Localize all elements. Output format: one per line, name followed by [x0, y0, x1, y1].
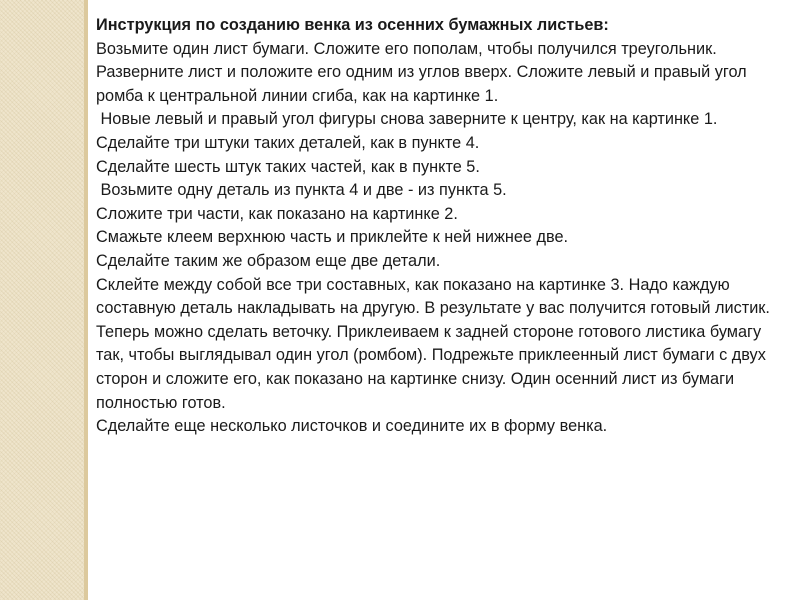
instruction-paragraph-11: Сделайте еще несколько листочков и соедините их в форму венка. — [96, 417, 608, 436]
instruction-paragraph-1: Возьмите один лист бумаги. Сложите его пополам, чтобы получился треугольник. Разверните лист и положите его одним из углов вверх. Сложите левый и правый угол ромба к центральной линии сгиба, как на картинке 1. — [96, 39, 747, 105]
instruction-text-box — [96, 14, 786, 439]
decorative-left-border — [0, 0, 88, 600]
instruction-paragraph-7: Смажьте клеем верхнюю часть и приклейте к ней нижнее две. — [96, 228, 569, 247]
instruction-paragraph-2: Новые левый и правый угол фигуры снова заверните к центру, как на картинке 1. — [96, 110, 718, 129]
instruction-paragraph-5: Возьмите одну деталь из пункта 4 и две - из пункта 5. — [96, 181, 507, 200]
instruction-paragraph-9: Склейте между собой все три составных, как показано на картинке 3. Надо каждую составную деталь накладывать на другую. В результате у вас получится готовый листик. — [96, 275, 770, 318]
decorative-border-edge — [84, 0, 88, 600]
instruction-title: Инструкция по созданию венка из осенних бумажных листьев: — [96, 16, 609, 34]
instruction-paragraph-8: Сделайте таким же образом еще две детали. — [96, 251, 441, 270]
instruction-paragraph-3: Сделайте три штуки таких деталей, как в пункте 4. — [96, 133, 480, 152]
instruction-paragraph-10: Теперь можно сделать веточку. Приклеиваем к задней стороне готового листика бумагу так, чтобы выглядывал один угол (ромбом). Подрежьте приклеенный лист бумаги с двух сторон и сложите его, как показано на картинке снизу. Один осенний лист из бумаги полностью готов. — [96, 322, 766, 412]
instruction-paragraph-4: Сделайте шесть штук таких частей, как в пункте 5. — [96, 157, 480, 176]
instruction-paragraph-6: Сложите три части, как показано на картинке 2. — [96, 204, 458, 223]
